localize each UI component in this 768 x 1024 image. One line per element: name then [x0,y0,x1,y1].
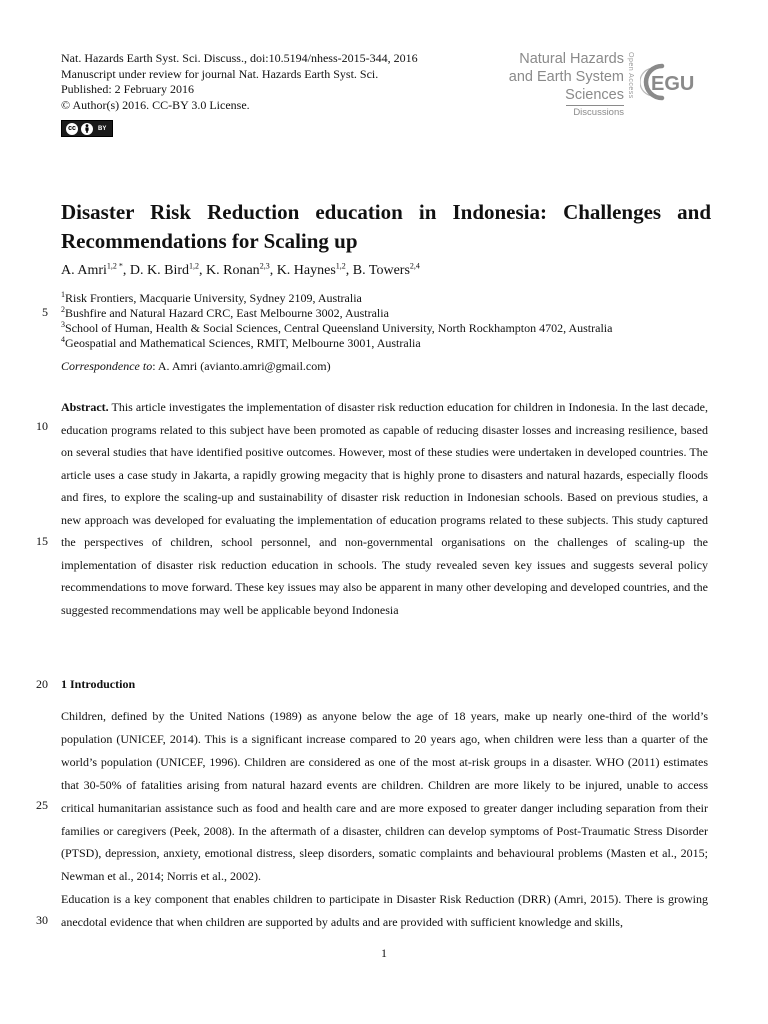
affiliation-number: 3 [61,320,65,329]
affiliation-number: 1 [61,290,65,299]
cc-icon: cc [66,123,78,135]
published-date-line: Published: 2 February 2016 [61,82,194,96]
correspondence-line [61,359,331,374]
cc-by-badge [61,120,113,137]
affiliation-text: Risk Frontiers, Macquarie University, Sydney 2109, Australia [65,291,362,305]
author-affiliation-marker: 2,4 [409,261,420,271]
line-number: 10 [36,419,48,433]
journal-name-line2: and Earth System [508,69,624,85]
abstract-text: This article investigates the implementation of disaster risk reduction education for children in Indonesia. In the last decade, education programs related to this subject have been promoted as capable of reducing disaster losses and increasing resilience, based on several studies that have identified positive outcomes. However, most of these studies were undertaken in developed countries. The article uses a case study in Jakarta, a rapidly growing megacity that is highly prone to disasters and natural hazards, especially floods and fires, to explore the scaling-up and sustainability of disaster risk reduction in Indonesian schools. Based on previous studies, a new approach was developed for evaluating the implementation of education programs related to these subjects. This study captured the perspectives of children, school personnel, and non-governmental organisations on the challenges of scaling-up the implementation of disaster risk reduction education in schools. The study revealed seven key issues and suggests several policy recommendations to move forward. These key issues may also be apparent in many other developing and developed countries, and the suggested recommendations may well be applicable beyond Indonesia [61,400,708,617]
open-access-label: Open Access [627,52,634,99]
author-list: A. Amri$^{1,2 *}$, D. K. Bird$^{1,2}$, K. Ronan$^{2,3}$, K. Haynes$^{1,2}$, B. Towers$^{2,4}$ [61,261,420,278]
line-number: 5 [42,305,48,319]
affiliation-list [61,291,612,351]
intro-paragraph: Children, defined by the United Nations (1989) as anyone below the age of 18 years, make up nearly one-third of the world’s population (UNICEF, 2014). This is a significant increase compared to 20 years ago, when children were less than a quarter of the world’s population (UNICEF, 1996). Children are considered as one of the most at-risk groups in a disaster. WHO (2011) estimates that 30-50% of fatalities arising from natural hazard events are children. Children are more likely to be injured, unable to access critical humanitarian assistance such as food and health care and are more exposed to greater danger including separation from their families or caregivers (Peek, 2008). In the aftermath of a disaster, children can develop symptoms of Post-Traumatic Stress Disorder (PTSD), depression, anxiety, emotional distress, sleep disorders, somatic complaints and behavioural problems (Masten et al., 2015; Newman et al., 2014; Norris et al., 2002). [61,709,708,884]
affiliation-text: Bushfire and Natural Hazard CRC, East Melbourne 3002, Australia [65,306,389,320]
correspondence-email: : A. Amri (avianto.amri@gmail.com) [152,359,331,373]
author-affiliation-marker: 1,2 * [106,261,123,271]
journal-name-line3: Sciences [565,87,624,103]
affiliation-item [61,291,612,306]
affiliation-item [61,306,612,321]
introduction-body [61,705,708,934]
by-person-icon [81,123,93,135]
line-number: 30 [36,913,48,927]
author-name: K. Haynes [276,263,336,278]
author-affiliation-marker: 1,2 [335,261,346,271]
author-name: A. Amri [61,263,107,278]
by-label: BY [98,125,107,132]
egu-logo-text: EGU [651,73,695,95]
intro-paragraph: Education is a key component that enables children to participate in Disaster Risk Reduction (DRR) (Amri, 2015). There is growing anecdotal evidence that when children are supported by adults and are provided with sufficient knowledge and skills, [61,892,708,930]
author-affiliation-marker: 2,3 [259,261,270,271]
license-line: © Author(s) 2016. CC-BY 3.0 License. [61,97,250,112]
affiliation-item [61,321,612,336]
egu-logo [640,60,710,109]
affiliation-text: School of Human, Health & Social Sciences, Central Queensland University, North Rockhampton 4702, Australia [65,321,613,335]
author-name: B. Towers [352,263,410,278]
correspondence-label: Correspondence to [61,359,153,373]
manuscript-header [61,51,418,113]
section-heading: 1 Introduction [61,677,136,691]
journal-logo-divider [566,105,624,106]
author-affiliation-marker: 1,2 [189,261,200,271]
abstract-label: Abstract. [61,400,109,414]
citation-line: Nat. Hazards Earth Syst. Sci. Discuss., doi:10.5194/nhess-2015-344, 2016 [61,51,418,65]
affiliation-number: 4 [61,335,65,344]
paper-title: Disaster Risk Reduction education in Indonesia: Challenges and Recommendations for Scaling up [61,200,711,253]
journal-name-line1: Natural Hazards [519,51,624,67]
line-number: 15 [36,534,48,548]
author-name: K. Ronan [206,263,260,278]
affiliation-text: Geospatial and Mathematical Sciences, RMIT, Melbourne 3001, Australia [65,336,421,350]
page-number: 1 [381,946,387,960]
abstract-paragraph [61,396,708,621]
author-name: D. K. Bird [129,263,190,278]
affiliation-number: 2 [61,305,65,314]
line-number: 20 [36,677,48,691]
line-number: 25 [36,798,48,812]
journal-discussions-label: Discussions [573,107,624,118]
journal-logo-text [496,50,624,104]
affiliation-item [61,336,612,351]
review-status-line: Manuscript under review for journal Nat. Hazards Earth Syst. Sci. [61,66,379,81]
